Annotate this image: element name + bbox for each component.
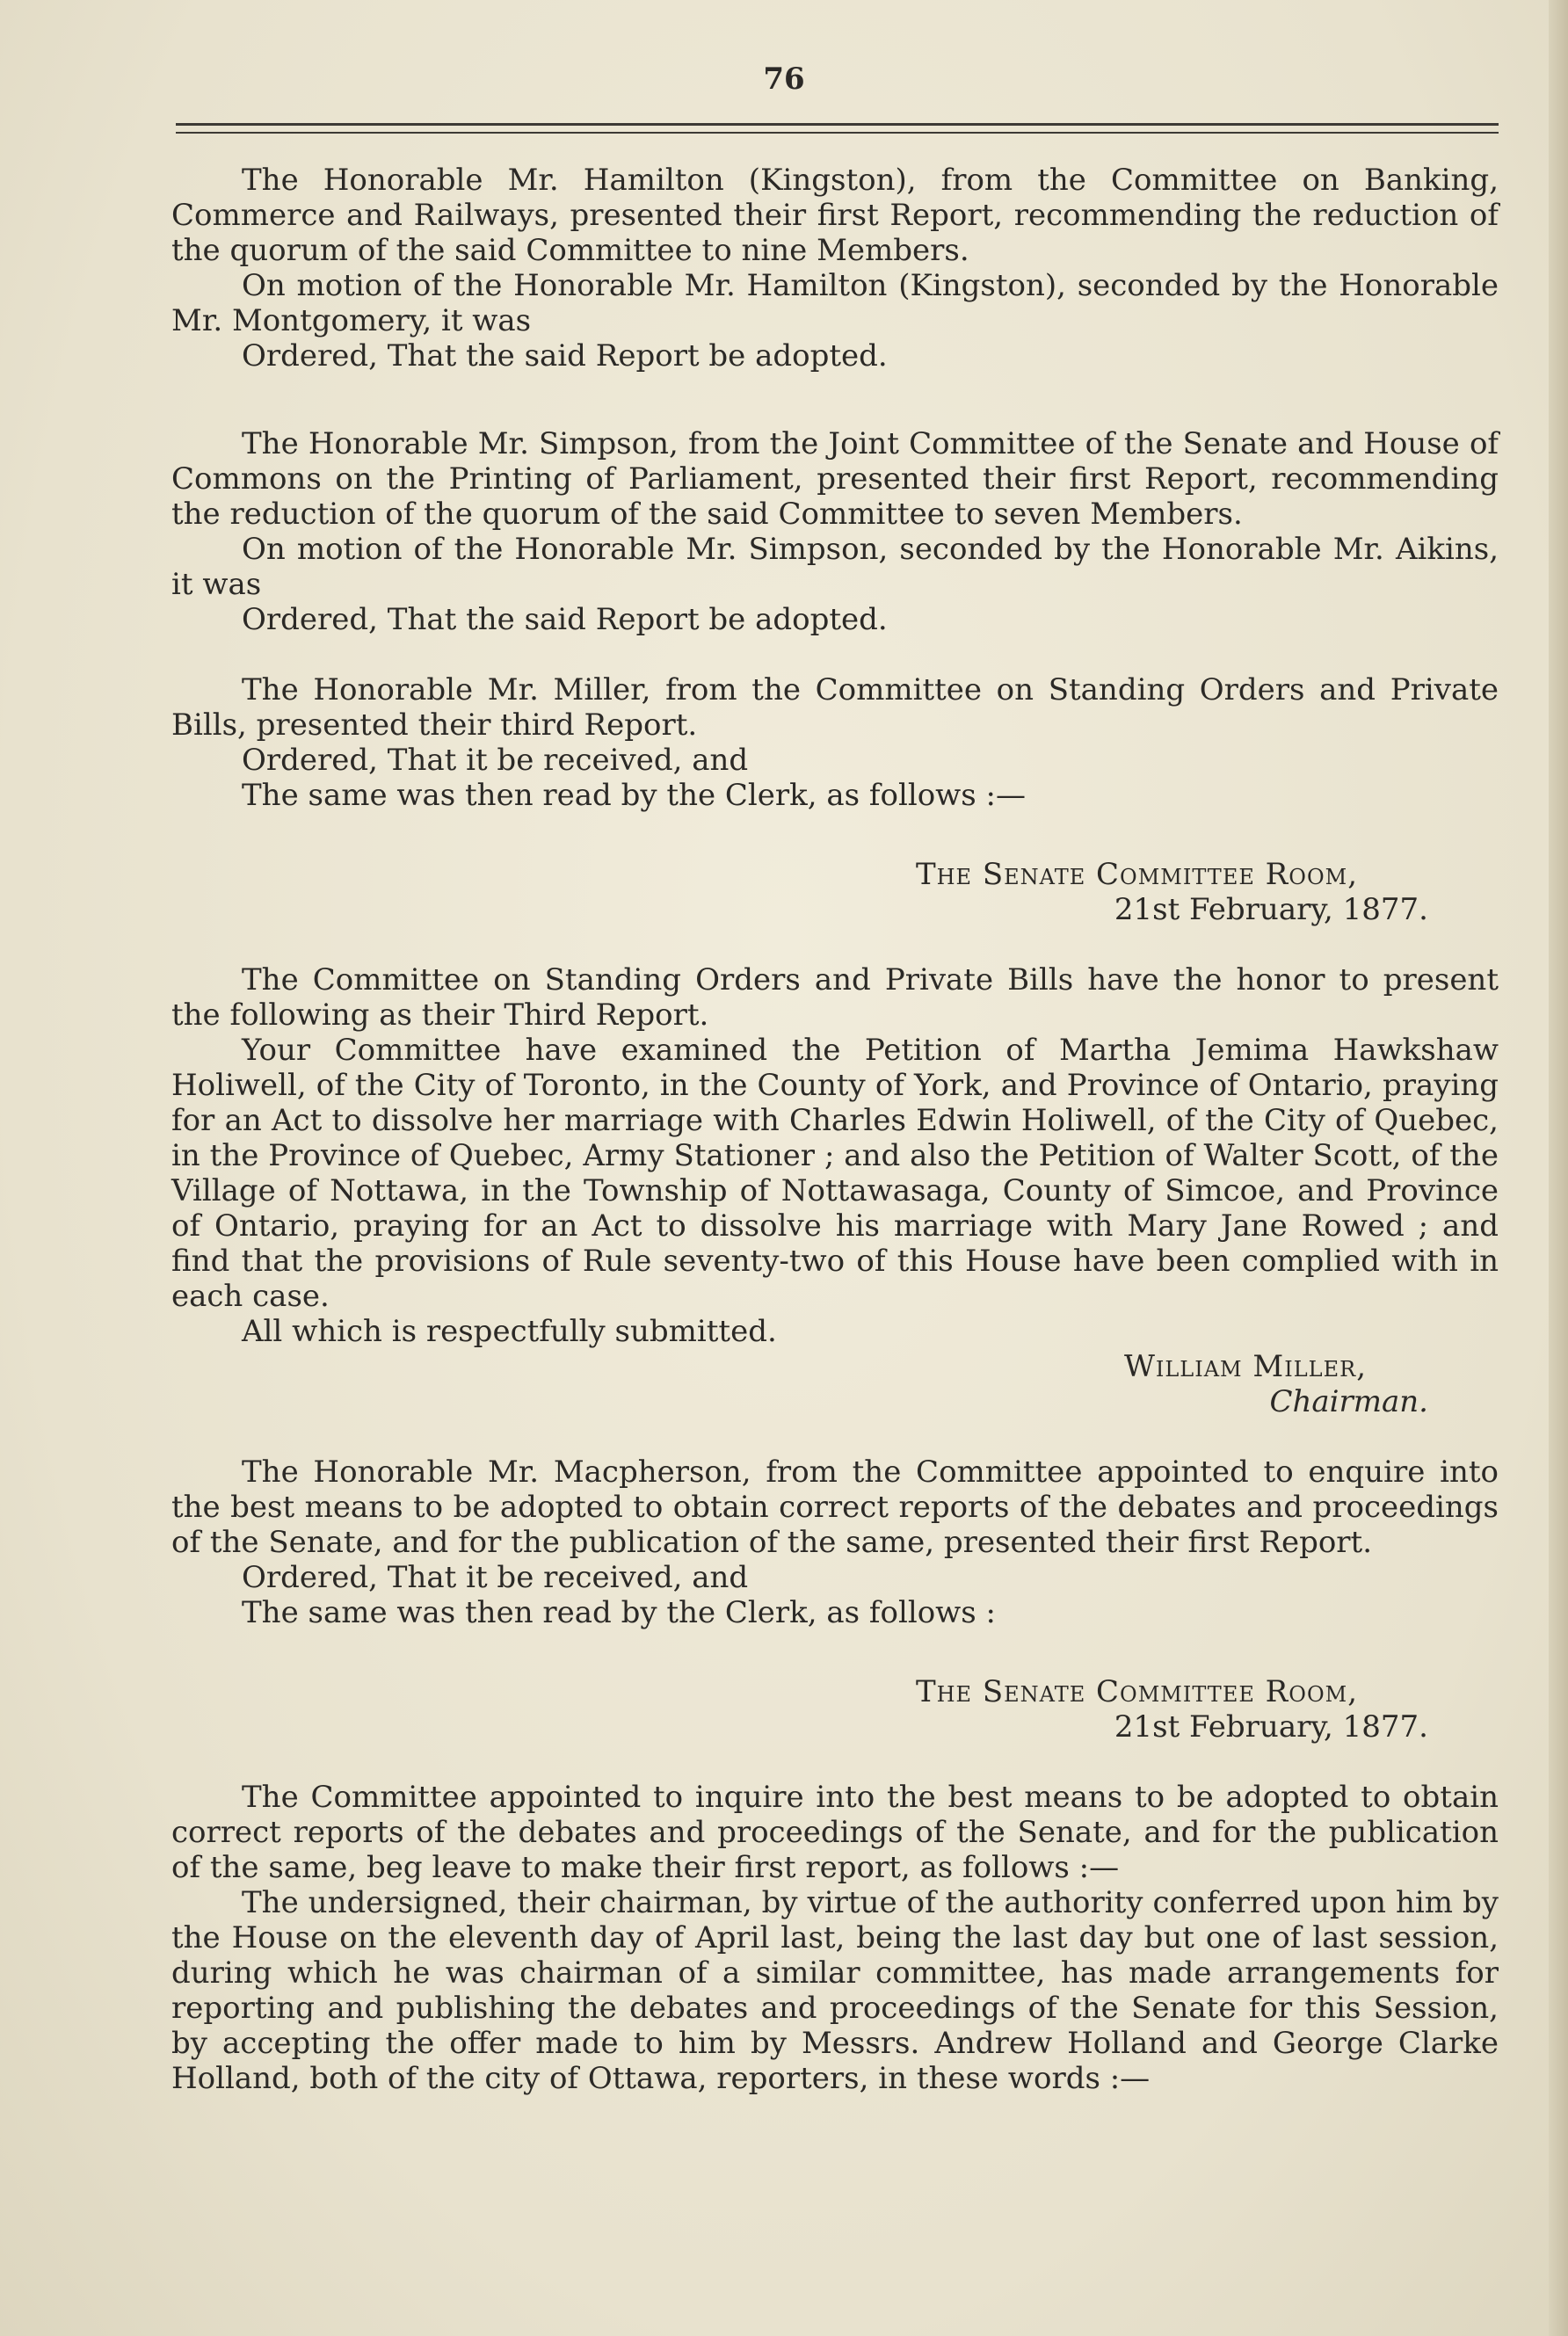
paragraph: Your Committee have examined the Petition of Martha Jemima Hawkshaw Holiwell, of the City of Toronto, in the County of York, and Province of Ontario, praying for an Act to dissolve her marriage with Charles Edwin Holiwell, of the City of Quebec, in the Province of Quebec, Army Stationer ; and also the Petition of Walter Scott, of the Village of Nottawa, in the Township of Nottawasaga, County of Simcoe, and Province of Ontario, praying for an Act to dissolve his marriage with Mary Jane Rowed ; and find that the provisions of Rule seventy-two of this House have been complied with in each case.	[171, 1033, 1499, 1314]
paragraph: The Honorable Mr. Miller, from the Committee on Standing Orders and Private Bills, presented their third Report.	[171, 672, 1499, 743]
paragraph: Ordered, That it be received, and	[242, 1560, 749, 1595]
paragraph: On motion of the Honorable Mr. Hamilton (Kingston), seconded by the Honorable Mr. Montgomery, it was	[171, 268, 1499, 338]
page-number: 76	[763, 62, 805, 97]
paragraph: The Honorable Mr. Simpson, from the Joint Committee of the Senate and House of Commons on the Printing of Parliament, presented their first Report, recommending the reduction of the quorum of the said Committee to seven Members.	[171, 426, 1499, 532]
committee-room-heading: The Senate Committee Room,	[915, 1674, 1358, 1709]
page-edge	[1549, 0, 1568, 2336]
header-rule-thin	[176, 132, 1499, 134]
header-rule	[176, 123, 1499, 126]
paragraph: The undersigned, their chairman, by virtue of the authority conferred upon him by the House on the eleventh day of April last, being the last day but one of last session, during which he was chairman of a similar committee, has made arrangements for reporting and publishing the debates and proceedings of the Senate for this Session, by accepting the offer made to him by Messrs. Andrew Holland and George Clarke Holland, both of the city of Ottawa, reporters, in these words :—	[171, 1885, 1499, 2096]
paragraph: The Honorable Mr. Macpherson, from the Committee appointed to enquire into the best means to be adopted to obtain correct reports of the debates and proceedings of the Senate, and for the publication of the same, presented their first Report.	[171, 1455, 1499, 1560]
paragraph: Ordered, That the said Report be adopted.	[242, 602, 888, 637]
page-body	[171, 163, 1499, 2096]
committee-room-heading: The Senate Committee Room,	[915, 857, 1358, 892]
paragraph: The same was then read by the Clerk, as follows :	[242, 1595, 996, 1630]
paragraph: The Honorable Mr. Hamilton (Kingston), from the Committee on Banking, Commerce and Railways, presented their first Report, recommending the reduction of the quorum of the said Committee to nine Members.	[171, 163, 1499, 268]
paragraph: Ordered, That the said Report be adopted.	[242, 338, 888, 374]
paragraph: All which is respectfully submitted.	[242, 1314, 777, 1349]
paragraph: On motion of the Honorable Mr. Simpson, seconded by the Honorable Mr. Aikins, it was	[171, 532, 1499, 602]
paragraph: The Committee appointed to inquire into the best means to be adopted to obtain correct reports of the debates and proceedings of the Senate, and for the publication of the same, beg leave to make their first report, as follows :—	[171, 1780, 1499, 1885]
report-date: 21st February, 1877.	[1114, 892, 1428, 927]
report-date: 21st February, 1877.	[1114, 1709, 1428, 1745]
paragraph: The Committee on Standing Orders and Private Bills have the honor to present the following as their Third Report.	[171, 962, 1499, 1033]
paragraph: The same was then read by the Clerk, as follows :—	[242, 778, 1026, 813]
signatory-name: William Miller,	[1123, 1349, 1367, 1384]
signatory-title: Chairman.	[1269, 1384, 1428, 1419]
paragraph: Ordered, That it be received, and	[242, 743, 749, 778]
